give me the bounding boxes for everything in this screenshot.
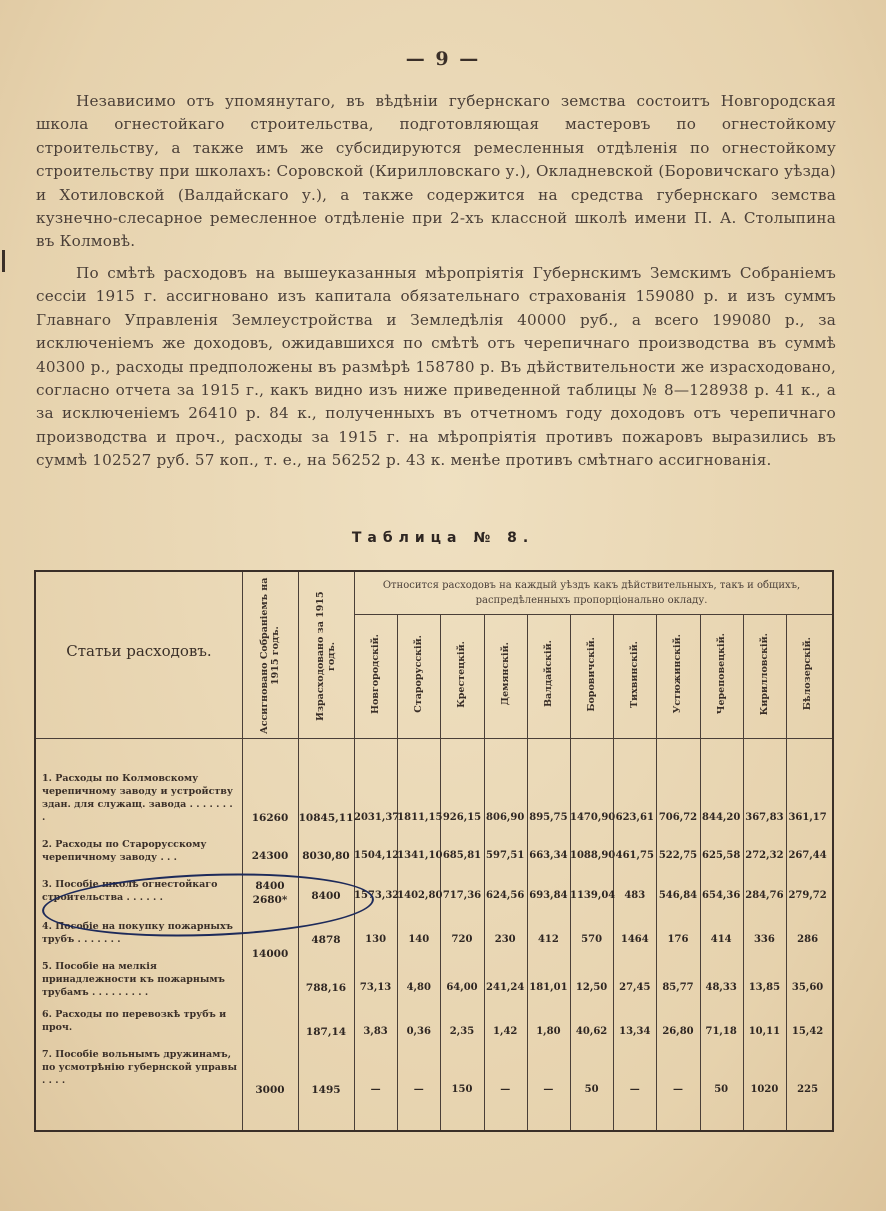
cell-district-value: 225 [797,1084,819,1095]
row-label: 5. Пособіе на мелкія принадлежности къ пожарнымъ трубамъ . . . . . . . . . [42,961,225,998]
cell-district-value: — [413,1084,424,1095]
cell-district-value: 26,80 [662,1026,694,1037]
col-header-spent: Израсходовано за 1915 годъ. [315,591,337,721]
row-label: 7. Пособіе вольнымъ дружинамъ, по усмотрѣнію губернской управы . . . . [42,1049,238,1086]
expense-table [34,570,834,1132]
cell-district-value: 461,75 [615,850,654,861]
cell-assigned: 16260 [251,812,289,824]
cell-district-value: 1573,32 [354,890,400,901]
cell-district-value: 0,36 [406,1026,431,1037]
col-divider [527,614,528,1130]
cell-district-value: 414 [710,934,732,945]
cell-district-value: 73,13 [359,982,392,993]
cell-district-value: 3,83 [363,1026,388,1037]
cell-district-value: 130 [365,934,387,945]
col-header-district: Устюжинскій. [672,634,684,714]
cell-spent: 4878 [311,934,341,946]
cell-district-value: 272,32 [745,850,784,861]
cell-assigned-extra: 2680* [252,894,288,906]
col-divider [656,614,657,1130]
cell-district-value: 1402,80 [397,890,443,901]
cell-district-value: 1504,12 [354,850,400,861]
table-title: Таблица № 8. [351,530,535,546]
cell-district-value: 1020 [750,1084,779,1095]
cell-district-value: 361,17 [788,812,827,823]
cell-district-value: 625,58 [702,850,741,861]
page-number: — 9 — [405,48,481,70]
cell-district-value: 176 [667,934,689,945]
col-divider [743,614,744,1130]
cell-district-value: 284,76 [745,890,784,901]
col-header-district: Новгородскій. [370,634,382,714]
cell-district-value: 624,56 [486,890,525,901]
row-label: 2. Расходы по Старорусскому черепичному заводу . . . [42,839,207,863]
cell-district-value: 926,15 [442,812,482,823]
cell-district-value: 1,80 [536,1026,561,1037]
cell-district-value: 140 [408,934,430,945]
cell-district-value: — [629,1084,640,1095]
cell-district-value: 35,60 [791,982,824,993]
cell-spent: 10845,11 [298,812,354,824]
cell-district-value: 13,85 [748,982,781,993]
col-header-district: Тихвинскій. [629,640,641,708]
col-divider [397,614,398,1130]
cell-spent: 187,14 [305,1026,347,1038]
row-label: 4. Пособіе на покупку пожарныхъ трубъ . . . . . . . [42,921,233,945]
cell-assigned: 3000 [255,1084,285,1096]
col-header-district: Кирилловскій. [758,632,770,716]
cell-district-value: 1,42 [493,1026,518,1037]
cell-district-value: 181,01 [529,982,568,993]
cell-district-value: 654,36 [702,890,741,901]
cell-district-value: 1341,10 [397,850,443,861]
cell-district-value: — [500,1084,511,1095]
cell-district-value: 367,83 [745,812,784,823]
cell-district-value: 150 [451,1084,473,1095]
cell-district-value: 50 [714,1084,729,1095]
cell-district-value: 15,42 [791,1026,824,1037]
header-divider [36,738,832,739]
cell-district-value: 895,75 [529,812,568,823]
cell-district-value: 570 [581,934,603,945]
cell-district-value: 412 [537,934,559,945]
col-divider [700,614,701,1130]
cell-district-value: 1139,04 [570,890,616,901]
cell-assigned: 24300 [251,850,289,862]
cell-assigned: 14000 [251,948,289,960]
col-divider [613,614,614,1130]
cell-district-value: 1811,15 [397,812,443,823]
cell-district-value: 717,36 [442,890,482,901]
row-label: 1. Расходы по Колмовскому черепичному заводу и устройству здан. для служащ. завода . . . . . . . . [42,773,233,823]
row-label: 6. Расходы по перевозкѣ трубъ и проч. [42,1009,227,1033]
cell-district-value: 483 [624,890,646,901]
cell-district-value: 546,84 [658,890,698,901]
cell-district-value: 13,34 [619,1026,651,1037]
cell-district-value: 806,90 [486,812,525,823]
cell-district-value: 27,45 [619,982,651,993]
col-header-district: Крестецкій. [456,640,468,708]
col-header-district: Боровичскій. [586,636,598,712]
cell-district-value: — [543,1084,554,1095]
cell-district-value: — [672,1084,683,1095]
cell-district-value: 720 [451,934,473,945]
paragraph-1-text: Независимо отъ упомянутаго, въ вѣдѣніи губернскаго земства состоитъ Новгородская школа огнестойкаго строительства, подготовляющая мастеровъ по огнестойкому строительству, а также имъ же субсидируются ремесленныя отдѣленія по огнестойкому строительству при школахъ: Соровской (Кирилловскаго у.), Окладневской (Боровичскаго уѣзда) и Хотиловской (Валдайскаго у.), а также содержится на средства губернскаго земства кузнечно-слесарное ремесленное отдѣленіе при 2-хъ классной школѣ имени П. А. Столыпина въ Колмовѣ. [36,92,836,251]
col-header-district: Демянскій. [499,642,511,706]
cell-district-value: 64,00 [446,982,478,993]
col-header-district: Череповецкій. [715,633,727,715]
cell-assigned: 8400 [255,880,285,892]
cell-district-value: 522,75 [658,850,698,861]
cell-district-value: 286 [797,934,819,945]
cell-district-value: 71,18 [705,1026,737,1037]
cell-spent: 1495 [311,1084,341,1096]
cell-district-value: 50 [584,1084,599,1095]
cell-district-value: 685,81 [442,850,482,861]
col-divider [570,614,571,1130]
cell-district-value: 267,44 [788,850,827,861]
paragraph-1 [36,90,836,254]
cell-district-value: 2,35 [449,1026,475,1037]
paragraph-2 [36,262,836,473]
cell-district-value: 597,51 [486,850,525,861]
cell-district-value: 844,20 [702,812,741,823]
span-divider [354,614,832,615]
col-header-assigned: Ассигновано Собраніемъ на 1915 годъ. [259,577,281,735]
cell-district-value: — [370,1084,381,1095]
cell-district-value: 48,33 [705,982,737,993]
cell-district-value: 40,62 [575,1026,608,1037]
col-header-district: Валдайскій. [542,640,554,708]
cell-spent: 8400 [311,890,341,902]
cell-district-value: 85,77 [662,982,694,993]
cell-district-value: 12,50 [575,982,608,993]
col-header-items: Статьи расходовъ. [66,642,212,660]
cell-district-value: 706,72 [658,812,698,823]
cell-district-value: 2031,37 [354,812,400,823]
cell-district-value: 241,24 [486,982,525,993]
col-divider [484,614,485,1130]
cell-district-value: 10,11 [748,1026,781,1037]
col-header-districts-span: Относится расходовъ на каждый уѣздъ какъ дѣйствительныхъ, такъ и общихъ, распредѣленныхъ пропорціонально окладу. [382,580,801,606]
cell-district-value: 4,80 [406,982,431,993]
cell-district-value: 230 [494,934,516,945]
margin-mark [2,250,5,272]
col-header-district: Старорусскій. [413,635,425,713]
cell-spent: 788,16 [305,982,347,994]
cell-district-value: 1464 [620,934,649,945]
cell-district-value: 1470,90 [570,812,616,823]
cell-spent: 8030,80 [302,850,350,862]
col-divider [440,614,441,1130]
cell-district-value: 336 [753,934,775,945]
cell-district-value: 693,84 [529,890,568,901]
paragraph-2-text: По смѣтѣ расходовъ на вышеуказанныя мѣропріятія Губернскимъ Земскимъ Собраніемъ сессіи 1915 г. ассигновано изъ капитала обязательнаго страхованія 159080 р. и изъ суммъ Главнаго Управленія Землеустройства и Земледѣлія 40000 руб., а всего 199080 р., за исключеніемъ же доходовъ, ожидавшихся по смѣтѣ отъ черепичнаго производства въ суммѣ 40300 р., расходы предположены въ размѣрѣ 158780 р. Въ дѣйствительности же израсходовано, согласно отчета за 1915 г., какъ видно изъ ниже приведенной таблицы № 8—128938 р. 41 к., а за исключеніемъ 26410 р. 84 к., полученныхъ въ отчетномъ году доходовъ отъ черепичнаго производства и проч., расходы за 1915 г. на мѣропріятія противъ пожаровъ выразились въ суммѣ 102527 руб. 57 коп., т. е., на 56252 р. 43 к. менѣе противъ смѣтнаго ассигнованія. [36,264,836,470]
col-header-district: Бѣлозерскій. [802,637,814,711]
row-label: 3. Пособіе школѣ огнестойкаго строительства . . . . . . [42,879,218,903]
cell-district-value: 279,72 [788,890,827,901]
cell-district-value: 623,61 [615,812,654,823]
cell-district-value: 663,34 [529,850,568,861]
col-divider [786,614,787,1130]
cell-district-value: 1088,90 [570,850,616,861]
